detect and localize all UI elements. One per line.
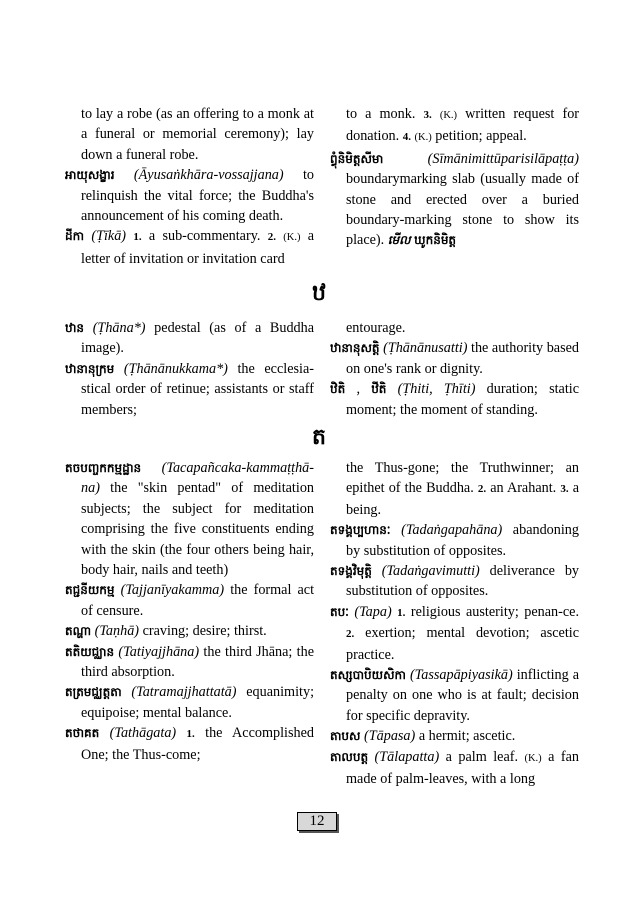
sense-number: 1. bbox=[133, 231, 142, 244]
section-letter-tha: ឋ bbox=[312, 281, 326, 306]
romanized-headword: (Tatiyajjhāna) bbox=[118, 643, 200, 660]
definition-text: the ecclesia-stical order of retinue; assistants or staff members; bbox=[81, 360, 314, 418]
khmer-headword: តតិយជ្ឈាន bbox=[65, 644, 115, 659]
definition-text: written request for donation. bbox=[346, 106, 580, 145]
khmer-headword: អាយុសង្ខារ bbox=[65, 168, 115, 183]
definition-text: deliverance by substitution of opposites. bbox=[346, 563, 580, 600]
definition-text: craving; desire; thirst. bbox=[142, 623, 267, 640]
khmer-headword: តថាគត bbox=[65, 726, 100, 741]
khmer-usage-marker: (K.) bbox=[439, 110, 458, 121]
khmer-headword: ឋិតិ bbox=[330, 382, 346, 397]
khmer-usage-marker: (K.) bbox=[414, 132, 432, 144]
khmer-headword: តស្សបាបិយសិកា bbox=[330, 668, 406, 683]
section2-right-column bbox=[330, 318, 579, 420]
dictionary-entry bbox=[330, 338, 579, 379]
dictionary-entry bbox=[330, 379, 579, 420]
section1-left-column bbox=[65, 104, 314, 269]
khmer-headword: ឋានានុក្រម bbox=[65, 361, 115, 376]
continued-definition bbox=[330, 318, 579, 338]
definition-text: to lay a robe (as an offering to a monk at a funeral or memorial ceremony); lay down a funeral robe. bbox=[81, 106, 314, 163]
khmer-headword: តាលបត្ត bbox=[330, 749, 369, 764]
definition-text: equanimity; equipoise; mental balance. bbox=[81, 684, 315, 721]
dictionary-entry bbox=[330, 520, 579, 561]
section2-left-column bbox=[65, 318, 314, 420]
khmer-usage-marker: (K.) bbox=[524, 752, 542, 764]
romanized-headword: (Tacapañcaka-kammaṭṭhā-na) bbox=[81, 460, 314, 497]
definition-text: the Accomplished One; the Thus-come; bbox=[81, 725, 315, 763]
sense-number: 2. bbox=[267, 231, 276, 244]
dictionary-entry bbox=[65, 580, 314, 621]
definition-text: abandoning by substitution of opposites. bbox=[346, 522, 579, 559]
dictionary-entry bbox=[65, 318, 314, 359]
khmer-headword: ដីកា bbox=[65, 229, 85, 244]
definition-text: petition; appeal. bbox=[435, 128, 527, 145]
definition-text: religious austerity; penan-ce. bbox=[410, 603, 580, 620]
khmer-headword: តបៈ bbox=[330, 604, 349, 619]
definition-text: a palm leaf. bbox=[445, 748, 519, 765]
romanized-headword: (Ṭhānānukkama*) bbox=[123, 360, 228, 377]
sense-number: 1. bbox=[397, 606, 406, 619]
romanized-headword: (Sīmānimittūparisilāpaṭṭa) bbox=[427, 150, 579, 167]
definition-text: a fan made of palm-leaves, with a long bbox=[346, 748, 579, 788]
dictionary-entry bbox=[330, 726, 579, 746]
dictionary-entry bbox=[65, 458, 314, 580]
romanized-headword: (Tajjanīyakamma) bbox=[120, 582, 225, 599]
dictionary-entry bbox=[330, 561, 579, 602]
romanized-headword: (Ṭhānānusatti) bbox=[383, 340, 468, 357]
definition-text: the "skin pentad" of meditation subjects; the subject for meditation comprising the five constituents ending with the skin (the four others being hair, body hair, nails and teeth) bbox=[81, 480, 315, 579]
romanized-headword: (Tapa) bbox=[354, 603, 392, 620]
definition-text: duration; static moment; the moment of standing. bbox=[346, 381, 580, 418]
sense-number: 2. bbox=[346, 628, 355, 641]
dictionary-entry bbox=[330, 149, 579, 251]
khmer-headword: តត្រមជ្ឈត្តតា bbox=[65, 685, 122, 700]
see-also-marker: មើល bbox=[387, 233, 411, 248]
romanized-headword: (Ṭīkā) bbox=[91, 228, 127, 245]
khmer-headword: ឋាន bbox=[65, 321, 85, 335]
khmer-headword: តាបស bbox=[330, 729, 361, 744]
romanized-headword: (Tālapatta) bbox=[374, 748, 440, 765]
romanized-headword: (Ṭhāna*) bbox=[92, 320, 146, 336]
definition-text: the authority based on one's rank or dignity. bbox=[346, 340, 580, 377]
definition-text: exertion; mental devotion; ascetic practice. bbox=[346, 625, 580, 663]
khmer-headword: តចបញ្ចកកម្មដ្ឋាន bbox=[65, 461, 142, 475]
dictionary-entry bbox=[330, 747, 579, 790]
sense-number: 4. bbox=[402, 131, 411, 144]
section1-right-column bbox=[330, 104, 579, 251]
dictionary-entry bbox=[65, 226, 314, 269]
sense-number: 3. bbox=[560, 483, 569, 496]
khmer-usage-marker: (K.) bbox=[283, 232, 301, 244]
romanized-headword: (Tadaṅgavimutti) bbox=[381, 563, 480, 580]
definition-text: to relinquish the vital force; the Buddha's announcement of his coming death. bbox=[81, 167, 315, 225]
definition-text: the formal act of censure. bbox=[81, 582, 315, 619]
cross-reference: ឃូកនិមិត្ត bbox=[414, 233, 457, 248]
khmer-headword: ព្ធុំនិមិត្តសីមា bbox=[330, 151, 384, 166]
continued-definition bbox=[330, 458, 579, 520]
continued-definition bbox=[65, 104, 314, 165]
khmer-headword: ឋីតិ bbox=[371, 382, 387, 397]
romanized-headword: (Tassapāpiyasikā) bbox=[409, 667, 513, 684]
definition-text: a being. bbox=[346, 480, 579, 518]
dictionary-entry bbox=[330, 665, 579, 726]
section-letter-ta: ត bbox=[312, 425, 326, 450]
romanized-headword: (Ṭhiti, Ṭhīti) bbox=[397, 381, 476, 398]
khmer-headword: តទង្គប្បហានៈ bbox=[330, 523, 391, 538]
sense-number: 2. bbox=[477, 483, 487, 496]
definition-text: inflicting a penalty on one who is at fault; decision for specific depravity. bbox=[346, 667, 580, 724]
romanized-headword: (Taṇhā) bbox=[94, 623, 140, 640]
romanized-headword: (Āyusaṅkhāra-vossajjana) bbox=[133, 167, 284, 184]
definition-text: a hermit; ascetic. bbox=[418, 728, 516, 745]
romanized-headword: (Tāpasa) bbox=[364, 728, 416, 745]
khmer-headword: តទង្គវិមុត្តិ bbox=[330, 564, 372, 579]
romanized-headword: (Tatramajjhattatā) bbox=[131, 684, 237, 701]
separator: , bbox=[356, 381, 360, 398]
definition-text: boundarymarking slab (usually made of stone and erected over a buried boundary-marking stone to show its place). bbox=[346, 171, 579, 249]
dictionary-entry bbox=[330, 602, 579, 665]
khmer-headword: តណ្ហា bbox=[65, 624, 92, 639]
khmer-headword: តជ្ជនីយកម្ម bbox=[65, 583, 115, 598]
definition-text: the Thus-gone; the Truthwinner; an epithet of the Buddha. bbox=[346, 460, 579, 497]
khmer-headword: ឋានានុសត្តិ bbox=[330, 341, 380, 356]
page-number: 12 bbox=[297, 812, 337, 831]
dictionary-entry bbox=[65, 621, 314, 641]
definition-text: a sub-commentary. bbox=[148, 228, 261, 245]
continued-definition bbox=[330, 104, 579, 149]
sense-number: 3. bbox=[423, 109, 432, 121]
dictionary-entry bbox=[65, 359, 314, 420]
romanized-headword: (Tadaṅgapahāna) bbox=[401, 522, 503, 539]
romanized-headword: (Tathāgata) bbox=[109, 725, 177, 742]
definition-text: a letter of invitation or invitation card bbox=[81, 228, 315, 267]
section3-right-column bbox=[330, 458, 579, 790]
definition-text: to a monk. bbox=[346, 106, 416, 122]
definition-text: the third Jhāna; the third absorption. bbox=[81, 643, 315, 681]
dictionary-entry bbox=[65, 642, 314, 683]
dictionary-entry bbox=[65, 165, 314, 226]
definition-text: pedestal (as of a Buddha image). bbox=[81, 320, 315, 357]
dictionary-entry bbox=[65, 723, 314, 765]
definition-text: an Arahant. bbox=[490, 480, 557, 497]
dictionary-entry bbox=[65, 682, 314, 723]
sense-number: 1. bbox=[186, 728, 195, 741]
definition-text: entourage. bbox=[346, 320, 406, 336]
section3-left-column bbox=[65, 458, 314, 765]
